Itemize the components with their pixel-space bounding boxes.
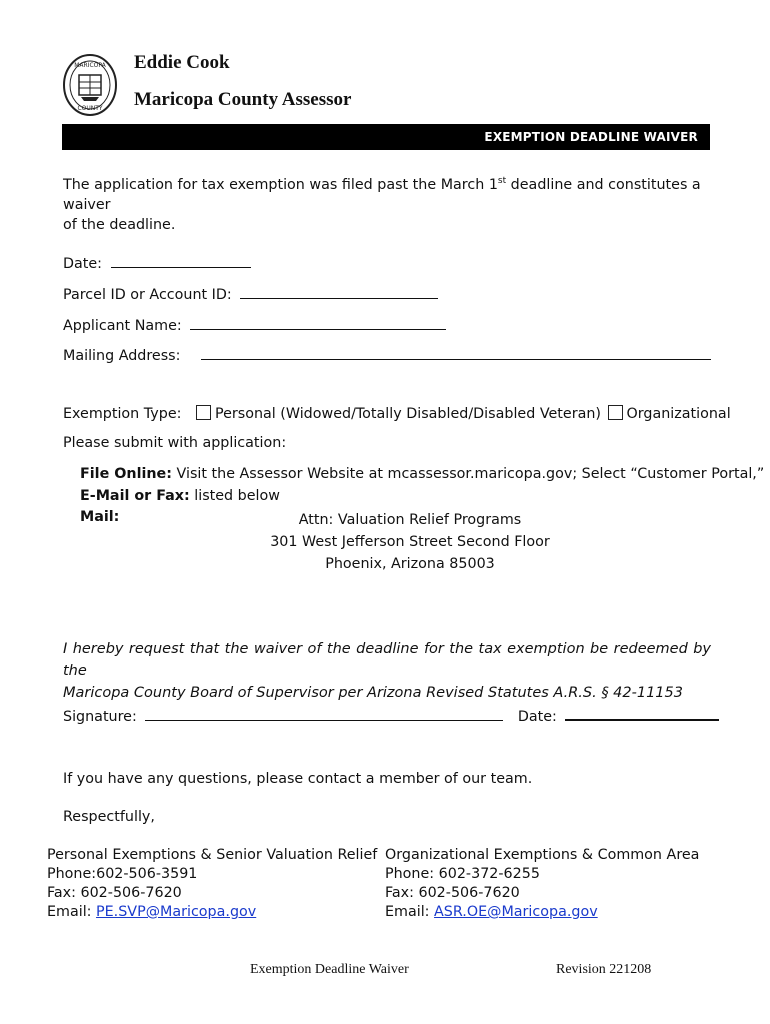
mail-address-line-1: Attn: Valuation Relief Programs — [298, 512, 522, 528]
mail-address-block — [0, 509, 770, 575]
intro-text-1: The application for tax exemption was filed past the March 1 — [63, 176, 498, 193]
signature-field — [63, 704, 719, 725]
personal-option-label: Personal (Widowed/Totally Disabled/Disabled Veteran) — [214, 406, 601, 422]
signature-date-label: Date: — [517, 709, 557, 725]
mailing-field — [63, 344, 711, 364]
svg-text:COUNTY: COUNTY — [77, 105, 103, 112]
footer-title: Exemption Deadline Waiver — [250, 962, 409, 977]
file-online-label: File Online: — [80, 466, 172, 482]
svg-text:MARICOPA: MARICOPA — [74, 62, 106, 69]
email-fax-line — [80, 488, 280, 504]
intro-text-2: deadline and constitutes a waiver — [63, 176, 701, 213]
mail-address-line-3: Phoenix, Arizona 85003 — [325, 556, 495, 572]
signature-input-line[interactable] — [145, 705, 503, 721]
office-title: Maricopa County Assessor — [134, 89, 352, 110]
date-field — [63, 252, 251, 272]
county-seal-logo — [62, 53, 118, 117]
parcel-label: Parcel ID or Account ID: — [63, 287, 232, 303]
personal-contact-phone: Phone:602-506-3591 — [47, 866, 198, 882]
intro-text-3: of the deadline. — [63, 216, 176, 233]
applicant-input-line[interactable] — [190, 314, 446, 330]
date-label: Date: — [63, 256, 102, 272]
personal-contact-block — [47, 846, 377, 922]
email-fax-text: listed below — [189, 488, 280, 504]
personal-contact-title: Personal Exemptions & Senior Valuation Relief — [47, 847, 378, 863]
parcel-field — [63, 283, 438, 303]
intro-paragraph — [63, 171, 713, 235]
intro-superscript: st — [497, 176, 507, 186]
applicant-label: Applicant Name: — [63, 318, 182, 334]
signature-date-input-line[interactable] — [565, 704, 719, 721]
exemption-type-label: Exemption Type: — [63, 406, 182, 422]
applicant-field — [63, 314, 446, 334]
file-online-line — [80, 466, 764, 482]
org-email-label: Email: — [385, 904, 435, 920]
email-fax-label: E-Mail or Fax: — [80, 488, 190, 504]
personal-email-label: Email: — [47, 904, 97, 920]
footer-revision: Revision 221208 — [556, 962, 652, 977]
personal-contact-fax: Fax: 602-506-7620 — [47, 885, 182, 901]
file-online-text: Visit the Assessor Website at mcassessor.maricopa.gov; Select “Customer Portal,” — [171, 466, 765, 482]
org-contact-title: Organizational Exemptions & Common Area — [385, 847, 700, 863]
parcel-input-line[interactable] — [240, 283, 438, 299]
date-input-line[interactable] — [111, 252, 251, 268]
personal-email-link[interactable]: PE.SVP@Maricopa.gov — [96, 904, 257, 920]
mail-label: Mail: — [80, 509, 120, 525]
org-contact-block — [385, 846, 699, 922]
org-email-link[interactable]: ASR.OE@Maricopa.gov — [434, 904, 598, 920]
mail-address-line-2: 301 West Jefferson Street Second Floor — [270, 534, 550, 550]
submit-intro: Please submit with application: — [63, 435, 287, 451]
request-statement — [63, 638, 711, 704]
org-contact-phone: Phone: 602-372-6255 — [385, 866, 540, 882]
organizational-option-label: Organizational — [626, 406, 731, 422]
respectfully-text: Respectfully, — [63, 809, 155, 825]
org-contact-fax: Fax: 602-506-7620 — [385, 885, 520, 901]
mailing-input-line[interactable] — [201, 344, 711, 360]
exemption-type-field — [63, 405, 731, 422]
request-line-2: Maricopa County Board of Supervisor per Arizona Revised Statutes A.R.S. § 42-11153 — [63, 685, 683, 701]
personal-checkbox[interactable] — [196, 405, 211, 420]
assessor-name: Eddie Cook — [134, 52, 230, 73]
signature-label: Signature: — [63, 709, 137, 725]
questions-text: If you have any questions, please contact a member of our team. — [63, 771, 533, 787]
request-line-1: I hereby request that the waiver of the deadline for the tax exemption be redeemed by the — [63, 641, 711, 679]
organizational-checkbox[interactable] — [608, 405, 623, 420]
banner-title: EXEMPTION DEADLINE WAIVER — [484, 130, 698, 144]
title-banner — [62, 124, 710, 150]
mailing-label: Mailing Address: — [63, 348, 181, 364]
